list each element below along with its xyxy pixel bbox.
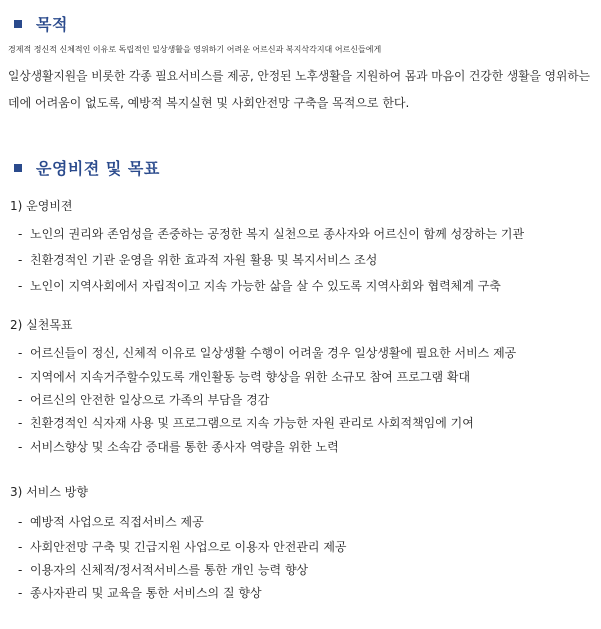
list-item-text: 예방적 사업으로 직접서비스 제공 [30, 515, 204, 529]
vision-heading-text: 운영비젼 및 목표 [36, 159, 160, 178]
list-item-text: 사회안전망 구축 및 긴급지원 사업으로 이용자 안전관리 제공 [30, 540, 347, 554]
list-item-text: 노인의 권리와 존엄성을 존중하는 공정한 복지 실천으로 종사자와 어르신이 함께 성장하는 기관 [30, 227, 525, 241]
square-bullet-icon [14, 20, 22, 28]
vision-heading [14, 156, 160, 179]
list-item: - 사회안전망 구축 및 긴급지원 사업으로 이용자 안전관리 제공 [18, 540, 347, 554]
square-bullet-icon [14, 164, 22, 172]
purpose-line: 데에 어려움이 없도록, 예방적 복지실현 및 사회안전망 구축을 목적으로 한다. [8, 96, 410, 110]
purpose-line: 일상생활지원을 비롯한 각종 필요서비스를 제공, 안정된 노후생활을 지원하여 몸과 마음이 건강한 생활을 영위하는 [8, 69, 591, 83]
list-item: - 종사자관리 및 교육을 통한 서비스의 질 향상 [18, 586, 262, 600]
section-title: 2) 실천목표 [10, 318, 73, 332]
section-title: 3) 서비스 방향 [10, 485, 88, 499]
list-item-text: 이용자의 신체적/정서적서비스를 통한 개인 능력 향상 [30, 563, 309, 577]
purpose-heading-text: 목적 [36, 15, 68, 34]
purpose-line: 경제적 정신적 신체적인 이유로 독립적인 일상생활을 영위하기 어려운 어르신과 복지삭각지대 어르신들에게 [8, 45, 382, 54]
list-item: - 친환경적인 식자재 사용 및 프로그램으로 지속 가능한 자원 관리로 사회적책임에 기여 [18, 416, 474, 430]
list-item: - 지역에서 지속거주할수있도록 개인활동 능력 향상을 위한 소규모 참여 프로그램 확대 [18, 370, 471, 384]
list-item: - 예방적 사업으로 직접서비스 제공 [18, 515, 204, 529]
list-item: - 어르신의 안전한 일상으로 가족의 부담을 경감 [18, 393, 270, 407]
list-item: - 서비스향상 및 소속감 증대를 통한 종사자 역량을 위한 노력 [18, 440, 339, 454]
list-item: - 노인이 지역사회에서 자립적이고 지속 가능한 삶을 살 수 있도록 지역사회와 협력체계 구축 [18, 279, 501, 293]
list-item-text: 서비스향상 및 소속감 증대를 통한 종사자 역량을 위한 노력 [30, 440, 339, 454]
list-item-text: 친환경적인 식자재 사용 및 프로그램으로 지속 가능한 자원 관리로 사회적책임에 기여 [30, 416, 474, 430]
purpose-heading [14, 12, 68, 35]
list-item-text: 어르신의 안전한 일상으로 가족의 부담을 경감 [30, 393, 270, 407]
list-item: - 친환경적인 기관 운영을 위한 효과적 자원 활용 및 복지서비스 조성 [18, 253, 378, 267]
list-item-text: 종사자관리 및 교육을 통한 서비스의 질 향상 [30, 586, 262, 600]
purpose-paragraph [8, 36, 590, 117]
list-item: - 이용자의 신체적/정서적서비스를 통한 개인 능력 향상 [18, 563, 309, 577]
list-item: - 노인의 권리와 존엄성을 존중하는 공정한 복지 실천으로 종사자와 어르신이 함께 성장하는 기관 [18, 227, 525, 241]
list-item-text: 어르신들이 정신, 신체적 이유로 일상생활 수행이 어려울 경우 일상생활에 필요한 서비스 제공 [30, 346, 517, 360]
list-item-text: 노인이 지역사회에서 자립적이고 지속 가능한 삶을 살 수 있도록 지역사회와 협력체계 구축 [30, 279, 501, 293]
list-item-text: 친환경적인 기관 운영을 위한 효과적 자원 활용 및 복지서비스 조성 [30, 253, 378, 267]
list-item: - 어르신들이 정신, 신체적 이유로 일상생활 수행이 어려울 경우 일상생활에 필요한 서비스 제공 [18, 346, 517, 360]
section-title: 1) 운영비젼 [10, 199, 73, 213]
list-item-text: 지역에서 지속거주할수있도록 개인활동 능력 향상을 위한 소규모 참여 프로그램 확대 [30, 370, 471, 384]
